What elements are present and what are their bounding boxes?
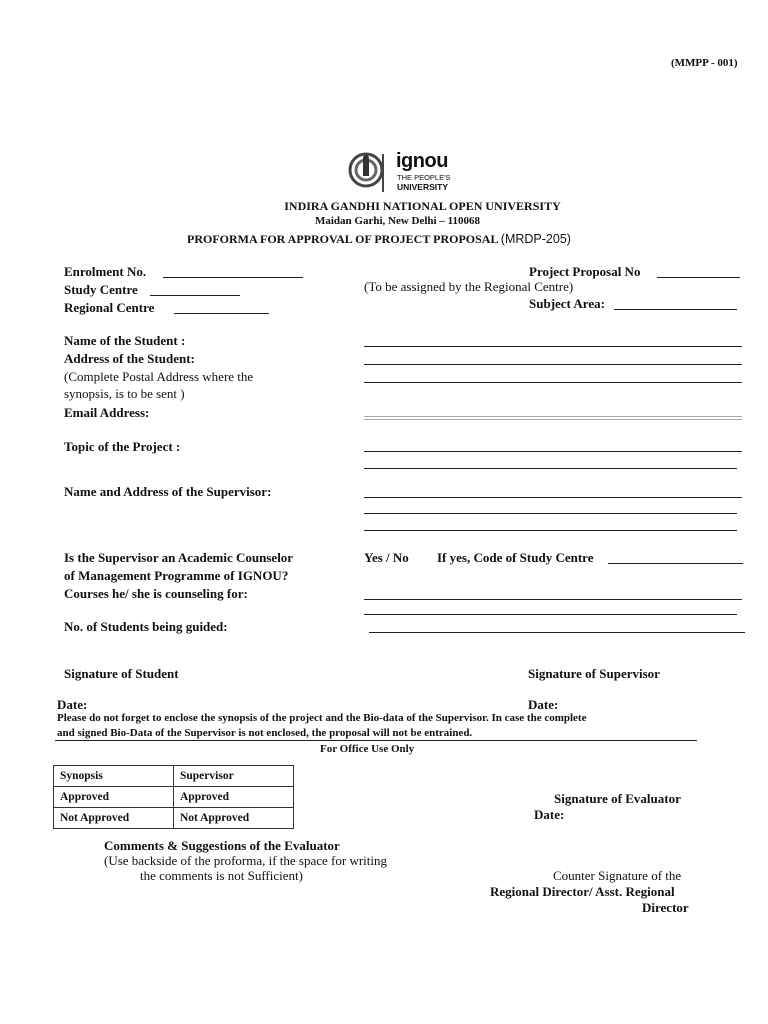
table-cell: Supervisor bbox=[174, 766, 294, 787]
email-field[interactable] bbox=[364, 416, 742, 417]
courses-field-2[interactable] bbox=[364, 614, 737, 615]
table-cell: Approved bbox=[54, 787, 174, 808]
courses-field-1[interactable] bbox=[364, 599, 742, 600]
table-row bbox=[54, 787, 294, 808]
student-address-field-1[interactable] bbox=[364, 364, 742, 365]
subject-area-label: Subject Area: bbox=[529, 296, 605, 311]
supervisor-label: Name and Address of the Supervisor: bbox=[64, 484, 272, 499]
supervisor-field-2[interactable] bbox=[364, 513, 737, 514]
supervisor-date-label: Date: bbox=[528, 697, 559, 712]
student-date-label: Date: bbox=[57, 697, 88, 712]
university-name: INDIRA GANDHI NATIONAL OPEN UNIVERSITY bbox=[284, 199, 561, 213]
supervisor-field-3[interactable] bbox=[364, 530, 737, 531]
regional-centre-field[interactable] bbox=[174, 313, 269, 314]
table-cell: Not Approved bbox=[174, 808, 294, 829]
student-name-field[interactable] bbox=[364, 346, 742, 347]
address-note-1: (Complete Postal Address where the bbox=[64, 369, 254, 384]
supervisor-signature-label: Signature of Supervisor bbox=[528, 666, 660, 681]
comments-note-1: (Use backside of the proforma, if the space for writing bbox=[104, 853, 388, 868]
study-centre-field[interactable] bbox=[150, 295, 240, 296]
table-cell: Synopsis bbox=[54, 766, 174, 787]
supervisor-field-1[interactable] bbox=[364, 497, 742, 498]
logo-tagline-2: UNIVERSITY bbox=[397, 182, 449, 192]
page-title-code: (MRDP-205) bbox=[500, 232, 571, 246]
enrolment-field[interactable] bbox=[163, 277, 303, 278]
assigned-note: (To be assigned by the Regional Centre) bbox=[364, 279, 574, 294]
address-note-2: synopsis, is to be sent ) bbox=[64, 386, 185, 401]
note-divider bbox=[55, 740, 697, 741]
counter-signature-line-1: Counter Signature of the bbox=[553, 868, 682, 883]
counter-signature-line-3: Director bbox=[642, 900, 689, 915]
students-guided-label: No. of Students being guided: bbox=[64, 619, 228, 634]
comments-note-2: the comments is not Sufficient) bbox=[140, 868, 303, 883]
table-row bbox=[54, 766, 294, 787]
evaluator-signature-label: Signature of Evaluator bbox=[554, 791, 681, 806]
yes-no-option[interactable]: Yes / No bbox=[364, 550, 409, 565]
code-study-centre-label: If yes, Code of Study Centre bbox=[437, 550, 594, 565]
logo-tagline-1: THE PEOPLE'S bbox=[397, 173, 451, 182]
code-study-centre-field[interactable] bbox=[608, 563, 743, 564]
counter-signature-line-2: Regional Director/ Asst. Regional bbox=[490, 884, 675, 899]
table-row bbox=[54, 808, 294, 829]
project-proposal-no-label: Project Proposal No bbox=[529, 264, 641, 279]
counselor-question-1: Is the Supervisor an Academic Counselor bbox=[64, 550, 294, 565]
note-line-1: Please do not forget to enclose the synopsis of the project and the Bio-data of the Supervisor. In case the complete bbox=[57, 712, 587, 724]
topic-label: Topic of the Project : bbox=[64, 439, 181, 454]
topic-field-1[interactable] bbox=[364, 451, 742, 452]
university-address: Maidan Garhi, New Delhi – 110068 bbox=[314, 215, 480, 227]
table-cell: Not Approved bbox=[54, 808, 174, 829]
office-use-heading: For Office Use Only bbox=[320, 743, 415, 755]
logo-wordmark: ignou bbox=[396, 150, 448, 172]
courses-label: Courses he/ she is counseling for: bbox=[64, 586, 248, 601]
student-name-label: Name of the Student : bbox=[64, 333, 186, 348]
students-guided-field[interactable] bbox=[369, 632, 745, 633]
page-title bbox=[187, 232, 571, 247]
page-title-main: PROFORMA FOR APPROVAL OF PROJECT PROPOSAL bbox=[187, 232, 498, 246]
form-code: (MMPP - 001) bbox=[671, 57, 738, 69]
topic-field-2[interactable] bbox=[364, 468, 737, 469]
study-centre-label: Study Centre bbox=[64, 282, 138, 297]
student-address-label: Address of the Student: bbox=[64, 351, 195, 366]
office-use-table bbox=[53, 765, 294, 829]
student-address-field-2[interactable] bbox=[364, 382, 742, 383]
enrolment-label: Enrolment No. bbox=[64, 264, 147, 279]
evaluator-date-label: Date: bbox=[534, 807, 565, 822]
student-signature-label: Signature of Student bbox=[64, 666, 179, 681]
table-cell: Approved bbox=[174, 787, 294, 808]
email-field-underline bbox=[364, 419, 742, 420]
regional-centre-label: Regional Centre bbox=[64, 300, 155, 315]
email-label: Email Address: bbox=[64, 405, 150, 420]
subject-area-field[interactable] bbox=[614, 309, 737, 310]
comments-title: Comments & Suggestions of the Evaluator bbox=[104, 838, 340, 853]
project-proposal-no-field[interactable] bbox=[657, 277, 740, 278]
note-line-2: and signed Bio-Data of the Supervisor is not enclosed, the proposal will not be entrained. bbox=[57, 727, 473, 739]
counselor-question-2: of Management Programme of IGNOU? bbox=[64, 568, 289, 583]
